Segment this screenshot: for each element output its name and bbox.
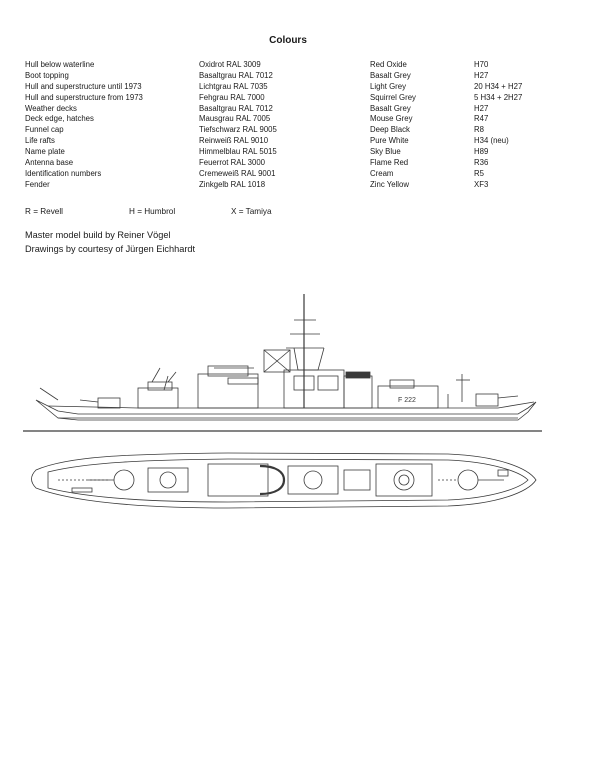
paint-code: R36 <box>474 158 489 168</box>
ral-color: Basaltgrau RAL 7012 <box>199 70 273 80</box>
part-name: Boot topping <box>25 70 69 80</box>
ral-color: Cremeweiß RAL 9001 <box>199 168 276 178</box>
part-name: Fender <box>25 179 50 189</box>
ral-color: Tiefschwarz RAL 9005 <box>199 125 277 135</box>
top-funnel <box>344 470 370 490</box>
paint-code: H70 <box>474 60 489 69</box>
paint-code: H27 <box>474 103 489 113</box>
part-name: Funnel cap <box>25 125 64 135</box>
ship-top-view <box>28 448 538 518</box>
drawing-credit: Drawings by courtesy of Jürgen Eichhardt <box>25 243 196 254</box>
forward-gun <box>98 398 120 408</box>
color-name: Light Grey <box>370 81 406 91</box>
paint-code: R47 <box>474 114 489 124</box>
ral-color: Oxidrot RAL 3009 <box>199 60 261 69</box>
legend-humbrol: H = Humbrol <box>129 207 176 216</box>
paint-code: H34 (neu) <box>474 136 509 146</box>
legend-tamiya: X = Tamiya <box>231 207 272 216</box>
top-bridge <box>208 464 268 496</box>
paint-code: R8 <box>474 125 484 135</box>
color-name: Red Oxide <box>370 60 407 69</box>
top-aft-structure <box>376 464 432 496</box>
part-name: Life rafts <box>25 136 55 146</box>
ral-color: Fehgrau RAL 7000 <box>199 92 265 102</box>
funnel <box>344 376 372 408</box>
paint-code: R5 <box>474 168 484 178</box>
color-name: Zinc Yellow <box>370 179 410 189</box>
part-name: Hull and superstructure from 1973 <box>25 92 143 102</box>
ral-color: Lichtgrau RAL 7035 <box>199 81 268 91</box>
hull <box>36 400 536 420</box>
paint-code: 20 H34 + H27 <box>474 81 523 91</box>
part-name: Hull below waterline <box>25 60 95 69</box>
part-name: Deck edge, hatches <box>25 114 94 124</box>
ship-side-view <box>18 290 548 440</box>
color-name: Flame Red <box>370 158 409 168</box>
ral-color: Mausgrau RAL 7005 <box>199 114 271 124</box>
part-name: Antenna base <box>25 158 74 168</box>
model-credit: Master model build by Reiner Vögel <box>25 230 171 240</box>
color-name: Squirrel Grey <box>370 92 416 102</box>
color-name: Deep Black <box>370 125 410 135</box>
ral-color: Zinkgelb RAL 1018 <box>199 179 266 189</box>
legend-revell: R = Revell <box>25 207 63 216</box>
color-name: Basalt Grey <box>370 103 411 113</box>
ral-color: Basaltgrau RAL 7012 <box>199 103 273 113</box>
color-name: Sky Blue <box>370 147 401 157</box>
hull-number: F 222 <box>398 397 416 404</box>
forward-superstructure <box>138 388 178 408</box>
top-aft-gun <box>458 470 478 490</box>
top-mid-structure <box>288 466 338 494</box>
part-name: Weather decks <box>25 103 77 113</box>
ral-color: Feuerrot RAL 3000 <box>199 158 266 168</box>
paint-code: H27 <box>474 70 489 80</box>
ral-color: Reinweiß RAL 9010 <box>199 136 269 146</box>
top-forward-gun <box>114 470 134 490</box>
color-name: Cream <box>370 168 394 178</box>
credits <box>25 229 195 256</box>
part-name: Identification numbers <box>25 168 102 178</box>
paint-code: H89 <box>474 147 489 157</box>
paint-code: 5 H34 + 2H27 <box>474 92 523 102</box>
part-name: Hull and superstructure until 1973 <box>25 81 142 91</box>
aft-gun <box>476 394 498 406</box>
page-title: Colours <box>269 35 307 46</box>
part-name: Name plate <box>25 147 65 157</box>
color-name: Pure White <box>370 136 409 146</box>
color-name: Basalt Grey <box>370 70 411 80</box>
paint-code: XF3 <box>474 179 489 189</box>
ral-color: Himmelblau RAL 5015 <box>199 147 277 157</box>
color-name: Mouse Grey <box>370 114 413 124</box>
